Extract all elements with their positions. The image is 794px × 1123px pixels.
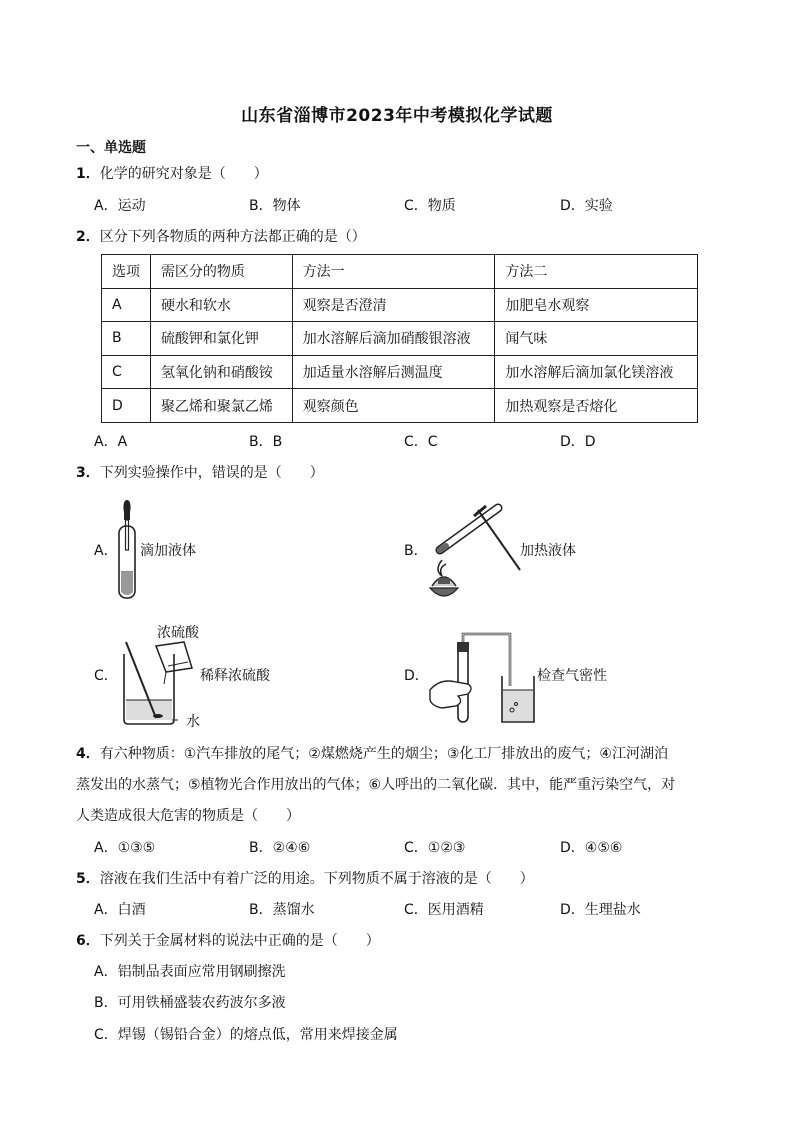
question-stem: 化学的研究对象是（ ） [99,166,268,182]
option-caption: 滴加液体 [140,543,196,559]
option-letter: A． [94,543,118,559]
option-c[interactable] [94,666,118,686]
option-d[interactable]: D．实验 [560,198,613,214]
question-stem: 下列实验操作中，错误的是（ ） [99,465,324,481]
table-row [102,389,698,423]
option-c[interactable]: C．焊锡（锡铅合金）的熔点低，常用来焊接金属 [94,1027,398,1043]
option-b[interactable]: B．B [249,434,283,450]
table-cell: 观察颜色 [292,389,495,423]
option-a[interactable]: A．运动 [94,198,146,214]
table-cell: B [102,322,151,356]
option-d[interactable]: D．D [560,434,596,450]
table-cell: 硫酸钾和氯化钾 [150,322,292,356]
table-cell: 加水溶解后滴加氯化镁溶液 [495,355,698,389]
table-cell: A [102,288,151,322]
option-a[interactable]: A．①③⑤ [94,840,156,856]
dropper-illustration [112,498,142,606]
option-d[interactable] [404,666,429,686]
question-stem-line: 有六种物质：①汽车排放的尾气；②煤燃烧产生的烟尘；③化工厂排放出的废气；④江河湖泊 [99,746,668,762]
question-stem: 区分下列各物质的两种方法都正确的是（） [99,229,366,245]
table-cell: 硬水和软水 [150,288,292,322]
question-stem-line: 人类造成很大危害的物质是（ ） [76,808,300,824]
option-caption: 稀释浓硫酸 [200,668,270,684]
option-letter: D． [404,668,429,684]
option-a[interactable]: A．A [94,434,128,450]
option-letter: B． [404,543,428,559]
question-5 [76,869,534,889]
table-row [102,288,698,322]
comparison-table [101,254,698,423]
question-1 [76,164,268,184]
table-cell: D [102,389,151,423]
question-stem: 下列关于金属材料的说法中正确的是（ ） [99,933,380,949]
table-cell: 加适量水溶解后测温度 [292,355,495,389]
table-cell: 闻气味 [495,322,698,356]
question-4 [76,744,668,764]
question-number: 2． [76,229,100,245]
table-header: 需区分的物质 [150,255,292,289]
option-c[interactable]: C．①②③ [404,840,466,856]
option-c[interactable]: C．C [404,434,438,450]
option-caption: 加热液体 [520,543,576,559]
table-cell: 聚乙烯和聚氯乙烯 [150,389,292,423]
table-cell: 加热观察是否熔化 [495,389,698,423]
question-stem: 溶液在我们生活中有着广泛的用途。下列物质不属于溶液的是（ ） [99,871,534,887]
question-number: 3． [76,465,100,481]
option-c[interactable]: C．物质 [404,198,456,214]
question-number: 1． [76,166,100,182]
table-header: 方法二 [495,255,698,289]
section-heading: 一、单选题 [76,140,146,156]
option-d[interactable]: D．④⑤⑥ [560,840,623,856]
table-header-row [102,255,698,289]
page-title: 山东省淄博市2023年中考模拟化学试题 [241,106,553,126]
table-row [102,322,698,356]
question-3 [76,463,324,483]
option-b[interactable]: B．②④⑥ [249,840,311,856]
question-2 [76,227,366,247]
table-header: 选项 [102,255,151,289]
option-b[interactable]: B．蒸馏水 [249,902,315,918]
option-a[interactable]: A．铝制品表面应常用钢刷擦洗 [94,964,286,980]
heating-tube-illustration [420,500,530,608]
table-cell: 加肥皂水观察 [495,288,698,322]
table-cell: 观察是否澄清 [292,288,495,322]
table-row [102,355,698,389]
figure-label: 浓硫酸 [157,625,199,641]
question-6 [76,931,380,951]
table-cell: 氢氧化钠和硝酸铵 [150,355,292,389]
table-cell: C [102,355,151,389]
option-a[interactable]: A．白酒 [94,902,146,918]
airtightness-check-illustration [428,626,548,726]
option-caption: 检查气密性 [537,668,607,684]
question-number: 6． [76,933,100,949]
option-letter: C． [94,668,118,684]
option-d[interactable]: D．生理盐水 [560,902,641,918]
question-number: 5． [76,871,100,887]
table-header: 方法一 [292,255,495,289]
option-c[interactable]: C．医用酒精 [404,902,484,918]
question-number: 4． [76,746,100,762]
question-stem-line: 蒸发出的水蒸气；⑤植物光合作用放出的气体；⑥人呼出的二氧化碳．其中，能严重污染空气，对 [76,777,676,793]
table-cell: 加水溶解后滴加硝酸银溶液 [292,322,495,356]
option-b[interactable]: B．物体 [249,198,301,214]
option-b[interactable]: B．可用铁桶盛装农药波尔多液 [94,995,286,1011]
figure-label: 水 [186,714,200,730]
